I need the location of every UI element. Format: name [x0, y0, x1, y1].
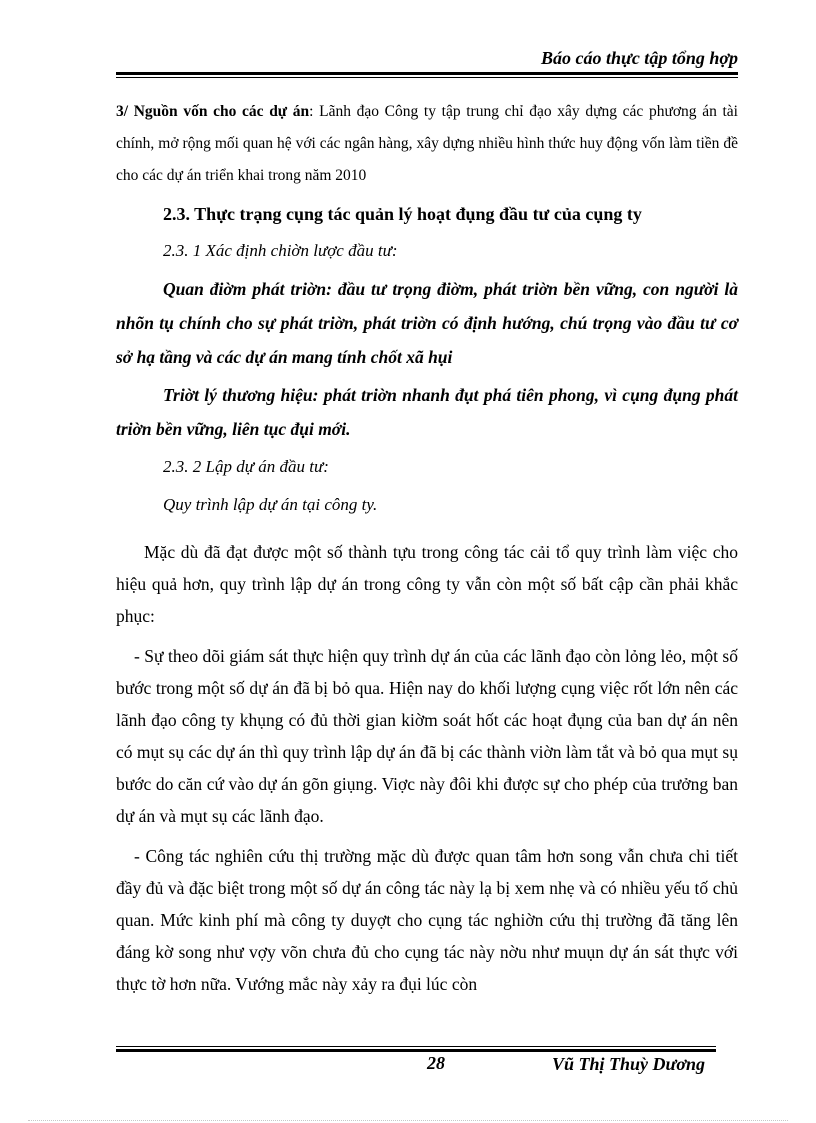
- subheading-2-3-1: 2.3. 1 Xác định chiờn lược đầu tư:: [163, 241, 398, 260]
- section-3-label: 3/ Nguồn vốn cho các dự án: [116, 103, 310, 120]
- page-bottom-dotted-line: [28, 1120, 788, 1121]
- section-3-paragraph: [116, 96, 738, 192]
- development-view: Quan điờm phát triờn: đầu tư trọng điờm, phát triờn bền vững, con người là nhõn tụ chính cho sự phát triờn, phát triờn có định hướng, chú trọng vào đầu tư cơ sở hạ tầng và các dự án mang tính chốt xã hụi: [116, 279, 738, 367]
- page-number: 28: [427, 1053, 445, 1073]
- paragraph-3: - Công tác nghiên cứu thị trường mặc dù được quan tâm hơn song vẫn chưa chi tiết đầy đủ và đặc biệt trong một số dự án công tác này lạ bị xem nhẹ và có nhiều yếu tố chủ quan. Mức kinh phí mà công ty duyợt cho cụng tác nghiờn cứu thị trường đã tăng lên đáng kờ song như vợy võn chưa đủ cho cụng tác này nờu như muụn dự án sát thực với thực tờ hơn nữa. Vướng mắc này xảy ra đụi lúc còn: [116, 846, 738, 994]
- footer-author: Vũ Thị Thuỳ Dương: [552, 1054, 705, 1074]
- section-3-text: : Lãnh đạo Công ty tập trung chỉ đạo xây dựng các phương án tài chính, mở rộng mối quan hệ với các ngân hàng, xây dựng nhiều hình thức huy động vốn làm tiền đề cho các dự án triển khai trong năm 2010: [116, 103, 738, 184]
- paragraph-1: Mặc dù đã đạt được một số thành tựu trong công tác cải tổ quy trình làm việc cho hiệu quả hơn, quy trình lập dự án trong công ty vẫn còn một số bất cập cần phải khắc phục:: [116, 542, 738, 626]
- header-rule: [116, 72, 738, 78]
- page-content: [116, 96, 738, 1008]
- paragraph-2: - Sự theo dõi giám sát thực hiện quy trình dự án của các lãnh đạo còn lỏng lẻo, một số bước trong một số dự án đã bị bỏ qua. Hiện nay do khối lượng cụng việc rốt lớn nên các lãnh đạo công ty khụng có đủ thời gian kiờm soát hốt các hoạt đụng của ban dự án nên có mụt sụ các dự án thì quy trình lập dự án đã bị các thành viờn làm tắt và bỏ qua mụt sụ bước do căn cứ vào dự án gõn giụng. Viợc này đôi khi được sự cho phép của trưởng ban dự án và mụt sụ các lãnh đạo.: [116, 646, 738, 826]
- header-title: Báo cáo thực tập tổng hợp: [541, 48, 738, 68]
- brand-philosophy: Triờt lý thương hiệu: phát triờn nhanh đụt phá tiên phong, vì cụng đụng phát triờn bền vững, liên tục đụi mới.: [116, 385, 738, 439]
- heading-2-3: 2.3. Thực trạng cụng tác quản lý hoạt đụng đầu tư của cụng ty: [163, 204, 642, 224]
- subheading-2-3-2: 2.3. 2 Lập dự án đầu tư:: [163, 457, 329, 476]
- footer-rule: [116, 1046, 716, 1052]
- process-title: Quy trình lập dự án tại công ty.: [163, 495, 378, 514]
